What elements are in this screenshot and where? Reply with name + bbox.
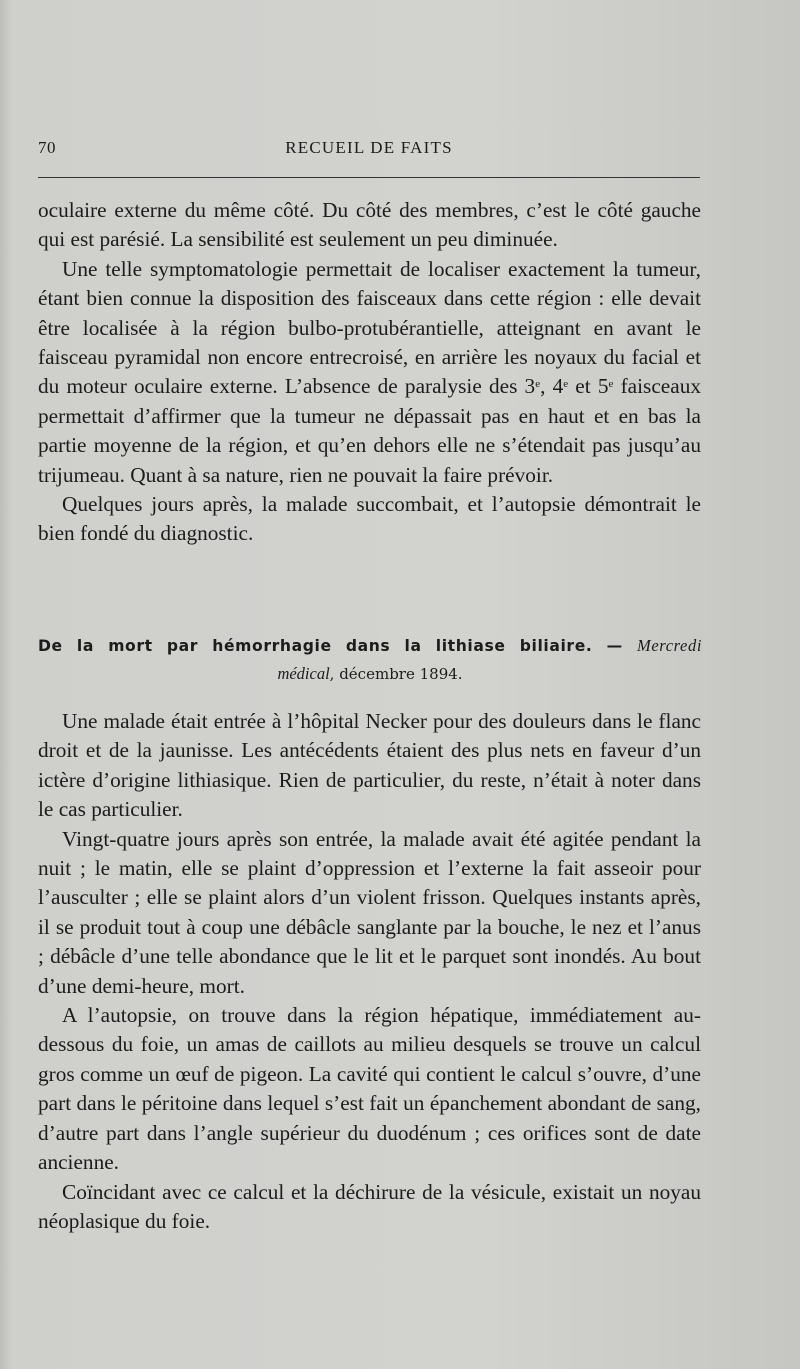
running-head: RECUEIL DE FAITS	[285, 138, 453, 157]
paragraph: oculaire externe du même côté. Du côté des membres, c’est le côté gauche qui est parésié. La sensibilité est seulement un peu diminuée.	[38, 198, 701, 252]
paragraph-text: et 5	[568, 374, 609, 399]
paragraph: Une malade était entrée à l’hôpital Necker pour des douleurs dans le flanc droit et de la jaunisse. Les antécédents étaient des plus nets en faveur d’un ictère d’origine lithiasique. Rien de particulier, du reste, n’était à noter dans le cas particulier.	[38, 709, 701, 822]
source-journal: Mercredi	[637, 636, 702, 655]
superscript: e	[535, 378, 541, 391]
superscript: e	[563, 378, 569, 391]
article-title: De la mort par hémorrhagie dans la lithiase biliaire. —	[38, 637, 638, 655]
paragraph: A l’autopsie, on trouve dans la région hépatique, immédiatement au-dessous du foie, un amas de caillots au milieu desquels se trouve un calcul gros comme un œuf de pigeon. La cavité qui contient le calcul s’ouvre, d’une part dans le péritoine dans lequel s’est fait un épanchement abondant de sang, d’autre part dans l’angle supérieur du duodénum ; ces orifices sont de date ancienne.	[38, 1003, 701, 1175]
superscript: e	[608, 378, 614, 391]
heading-line-1	[38, 632, 702, 660]
header-rule	[38, 177, 700, 178]
paragraph	[38, 255, 701, 490]
source-journal-cont: médical	[277, 664, 330, 683]
paragraph-text: faisceaux permettait d’affirmer que la tumeur ne dépassait pas en haut et en bas la partie moyenne de la région, et qu’en dehors elle ne s’étendait pas jusqu’au trijumeau. Quant à sa nature, rien ne pouvait la faire prévoir.	[38, 374, 701, 487]
paragraph: Vingt-quatre jours après son entrée, la malade avait été agitée pendant la nuit ; le matin, elle se plaint d’oppression et l’externe la fait asseoir pour l’ausculter ; elle se plaint alors d’un violent frisson. Quelques instants après, il se produit tout à coup une débâcle sanglante par la bouche, le nez et l’anus ; débâcle d’une telle abondance que le lit et le parquet sont inondés. Au bout d’une demi-heure, mort.	[38, 826, 701, 998]
paragraph: Coïncidant avec ce calcul et la déchirure de la vésicule, existait un noyau néoplasique du foie.	[38, 1179, 701, 1233]
article-continuation	[38, 196, 701, 549]
article-body	[38, 707, 701, 1236]
source-date: , décembre 1894.	[329, 665, 463, 683]
page-header	[38, 138, 700, 164]
page-number: 70	[38, 138, 56, 157]
heading-line-2	[38, 660, 702, 688]
paragraph-text: , 4	[540, 374, 564, 399]
paragraph: Quelques jours après, la malade succombait, et l’autopsie démontrait le bien fondé du diagnostic.	[38, 492, 701, 546]
paragraph-text: Une telle symptomatologie permettait de localiser exactement la tumeur, étant bien connue la disposition des faisceaux dans cette région : elle devait être localisée à la région bulbo-protubérantielle, atteignant en avant le faisceau pyramidal non encore entrecroisé, en arrière les noyaux du facial et du moteur oculaire externe. L’absence de paralysie des 3	[38, 256, 701, 399]
article-heading	[38, 632, 702, 688]
